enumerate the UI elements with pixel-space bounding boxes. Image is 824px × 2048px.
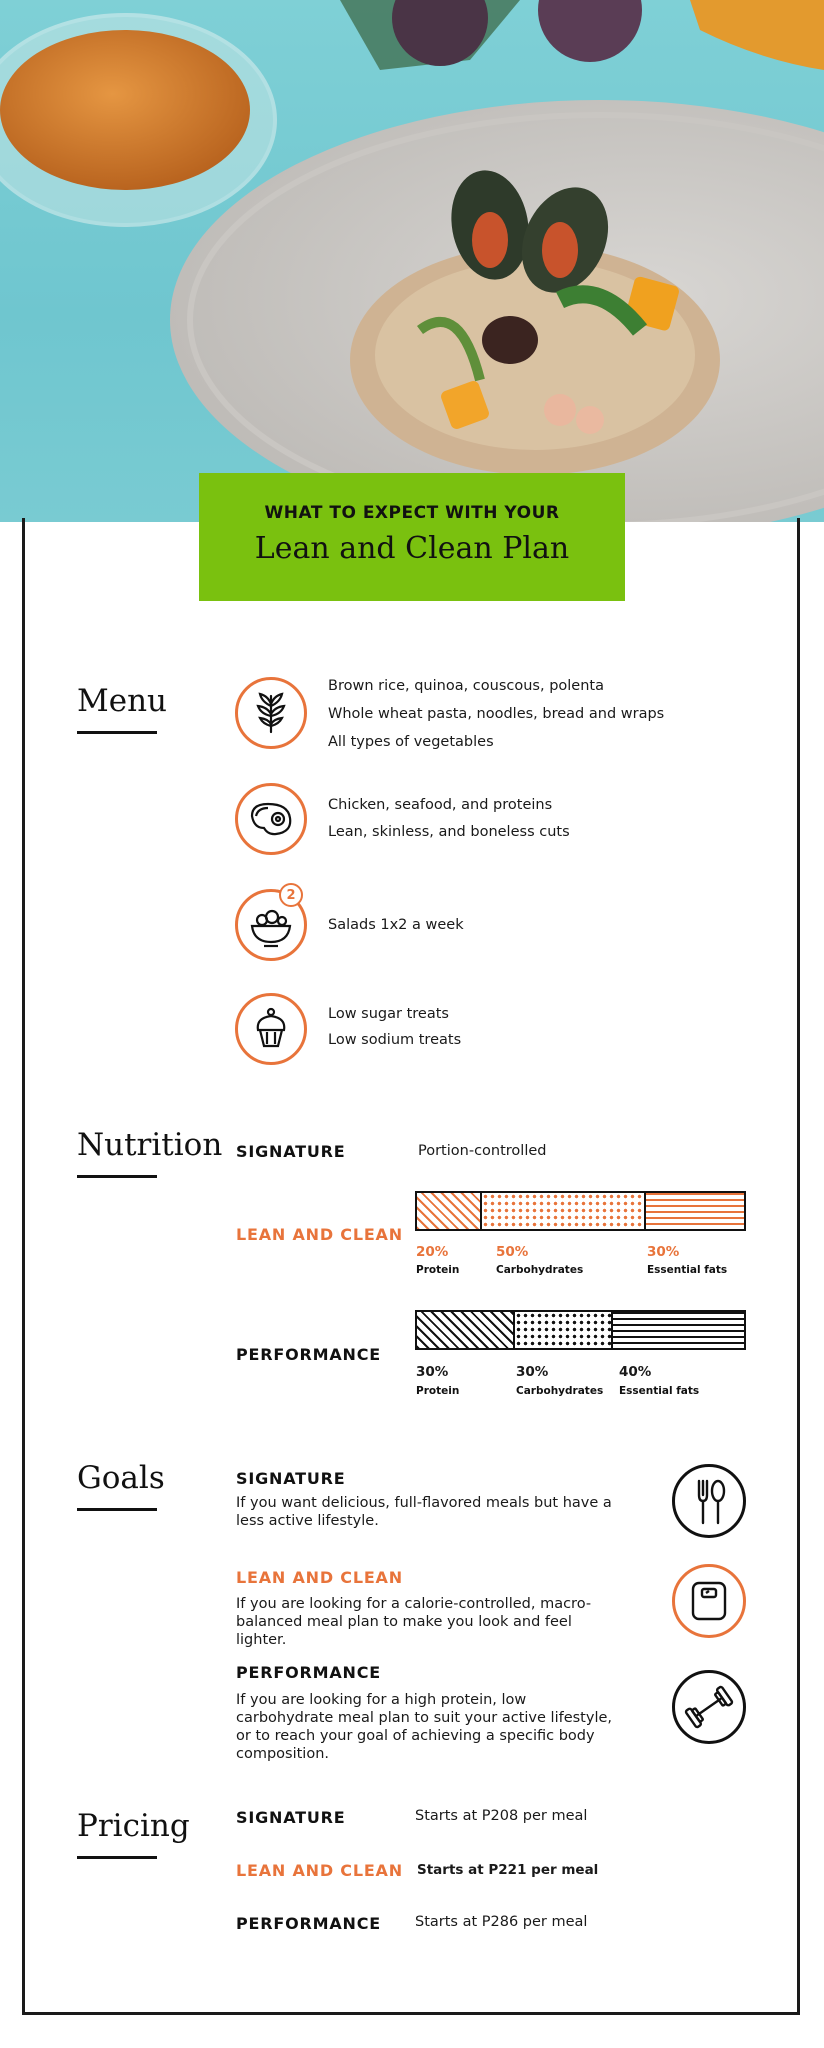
cupcake-icon — [235, 993, 307, 1065]
goal-signature-text: If you want delicious, full-flavored meals but have a less active lifestyle. — [236, 1495, 612, 1529]
menu-line: All types of vegetables — [328, 734, 494, 750]
lean-fats-segment — [646, 1193, 744, 1229]
lean-macro-bar — [415, 1191, 746, 1231]
nutrition-lean-label: LEAN AND CLEAN — [236, 1225, 403, 1244]
pricing-signature-label: SIGNATURE — [236, 1808, 346, 1827]
nutrition-section-title: Nutrition — [77, 1127, 223, 1163]
goal-signature-label: SIGNATURE — [236, 1469, 346, 1488]
goal-performance-text: If you are looking for a high protein, low carbohydrate meal plan to suit your active lifestyle, or to reach your goal of achieving a specific body composition. — [236, 1692, 613, 1762]
performance-protein-segment — [417, 1312, 515, 1348]
performance-fats-pct: 40% — [619, 1364, 652, 1380]
pricing-section-title: Pricing — [77, 1808, 190, 1844]
goals-section-title: Goals — [77, 1460, 165, 1496]
pricing-lean-label: LEAN AND CLEAN — [236, 1861, 403, 1880]
goal-lean-text: If you are looking for a calorie-controlled, macro-balanced meal plan to make you look and feel lighter. — [236, 1596, 592, 1648]
pricing-signature-price: Starts at P208 per meal — [415, 1808, 588, 1824]
steak-icon — [235, 783, 307, 855]
lean-protein-segment — [417, 1193, 482, 1229]
lean-fats-label: Essential fats — [647, 1264, 728, 1276]
performance-protein-label: Protein — [416, 1385, 460, 1397]
lean-protein-pct: 20% — [416, 1244, 449, 1260]
goal-lean-label: LEAN AND CLEAN — [236, 1568, 403, 1587]
weighing-scale-icon — [672, 1564, 746, 1638]
menu-line: Chicken, seafood, and proteins — [328, 797, 553, 813]
lean-carbs-pct: 50% — [496, 1244, 529, 1260]
plan-banner — [199, 473, 625, 601]
performance-fats-label: Essential fats — [619, 1385, 700, 1397]
lean-fats-pct: 30% — [647, 1244, 680, 1260]
pricing-performance-label: PERFORMANCE — [236, 1914, 381, 1933]
performance-carbs-label: Carbohydrates — [516, 1385, 604, 1397]
nutrition-signature-label: SIGNATURE — [236, 1142, 346, 1161]
performance-carbs-pct: 30% — [516, 1364, 549, 1380]
menu-line: Low sodium treats — [328, 1032, 462, 1048]
menu-line: Whole wheat pasta, noodles, bread and wraps — [328, 706, 665, 722]
banner-title: Lean and Clean Plan — [254, 531, 570, 566]
fork-spoon-icon — [672, 1464, 746, 1538]
banner-kicker: WHAT TO EXPECT WITH YOUR — [264, 503, 560, 523]
menu-section-title: Menu — [77, 683, 168, 719]
performance-macro-bar — [415, 1310, 746, 1350]
goal-performance-label: PERFORMANCE — [236, 1663, 381, 1682]
menu-line: Lean, skinless, and boneless cuts — [328, 824, 570, 840]
lean-carbs-label: Carbohydrates — [496, 1264, 584, 1276]
dumbbell-icon — [672, 1670, 746, 1744]
menu-line: Brown rice, quinoa, couscous, polenta — [328, 678, 604, 694]
pricing-performance-price: Starts at P286 per meal — [415, 1914, 588, 1930]
menu-line: Low sugar treats — [328, 1006, 449, 1022]
pricing-lean-price: Starts at P221 per meal — [417, 1862, 599, 1878]
menu-line: Salads 1x2 a week — [328, 917, 464, 933]
hero-food-photo — [0, 0, 824, 522]
performance-fats-segment — [613, 1312, 744, 1348]
nutrition-performance-label: PERFORMANCE — [236, 1345, 381, 1364]
salad-count-badge: 2 — [279, 883, 303, 907]
plant-sprig-icon — [235, 677, 307, 749]
performance-carbs-segment — [515, 1312, 613, 1348]
lean-protein-label: Protein — [416, 1264, 460, 1276]
lean-carbs-segment — [482, 1193, 646, 1229]
performance-protein-pct: 30% — [416, 1364, 449, 1380]
nutrition-signature-desc: Portion-controlled — [418, 1143, 547, 1159]
